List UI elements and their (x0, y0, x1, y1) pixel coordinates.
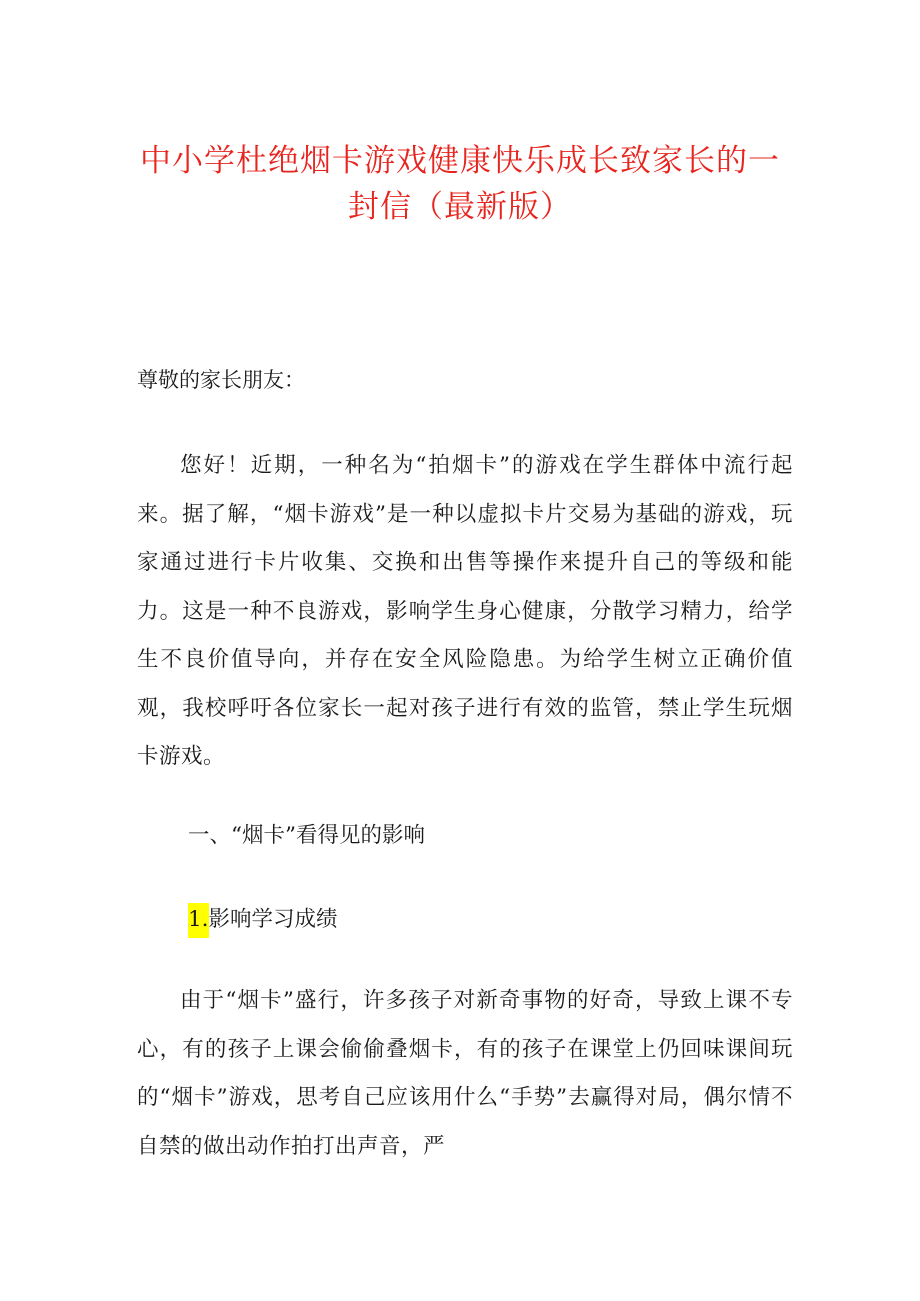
highlighted-number: 1. (188, 903, 209, 938)
salutation: 尊敬的家长朋友： (137, 368, 305, 392)
subheading-text: 影响学习成绩 (208, 907, 338, 932)
paragraph-impact: 由于“烟卡”盛行，许多孩子对新奇事物的好奇，导致上课不专心，有的孩子上课会偷偷叠烟卡，有的孩子在课堂上仍回味课间玩的“烟卡”游戏，思考自己应该用什么“手势”去赢得对局，偶尔情不自禁的做出动作拍打出声音，严 (137, 988, 793, 1159)
document-title: 中小学杜绝烟卡游戏健康快乐成长致家长的一封信（最新版） (140, 143, 780, 225)
subheading (188, 904, 338, 936)
paragraph-intro: 您好！近期，一种名为“拍烟卡”的游戏在学生群体中流行起来。据了解，“烟卡游戏”是一种以虚拟卡片交易为基础的游戏，玩家通过进行卡片收集、交换和出售等操作来提升自己的等级和能力。这是一种不良游戏，影响学生身心健康，分散学习精力，给学生不良价值导向，并存在安全风险隐患。为给学生树立正确价值观，我校呼吁各位家长一起对孩子进行有效的监管，禁止学生玩烟卡游戏。 (137, 453, 793, 769)
section-heading: 一、“烟卡”看得见的影响 (188, 823, 425, 848)
